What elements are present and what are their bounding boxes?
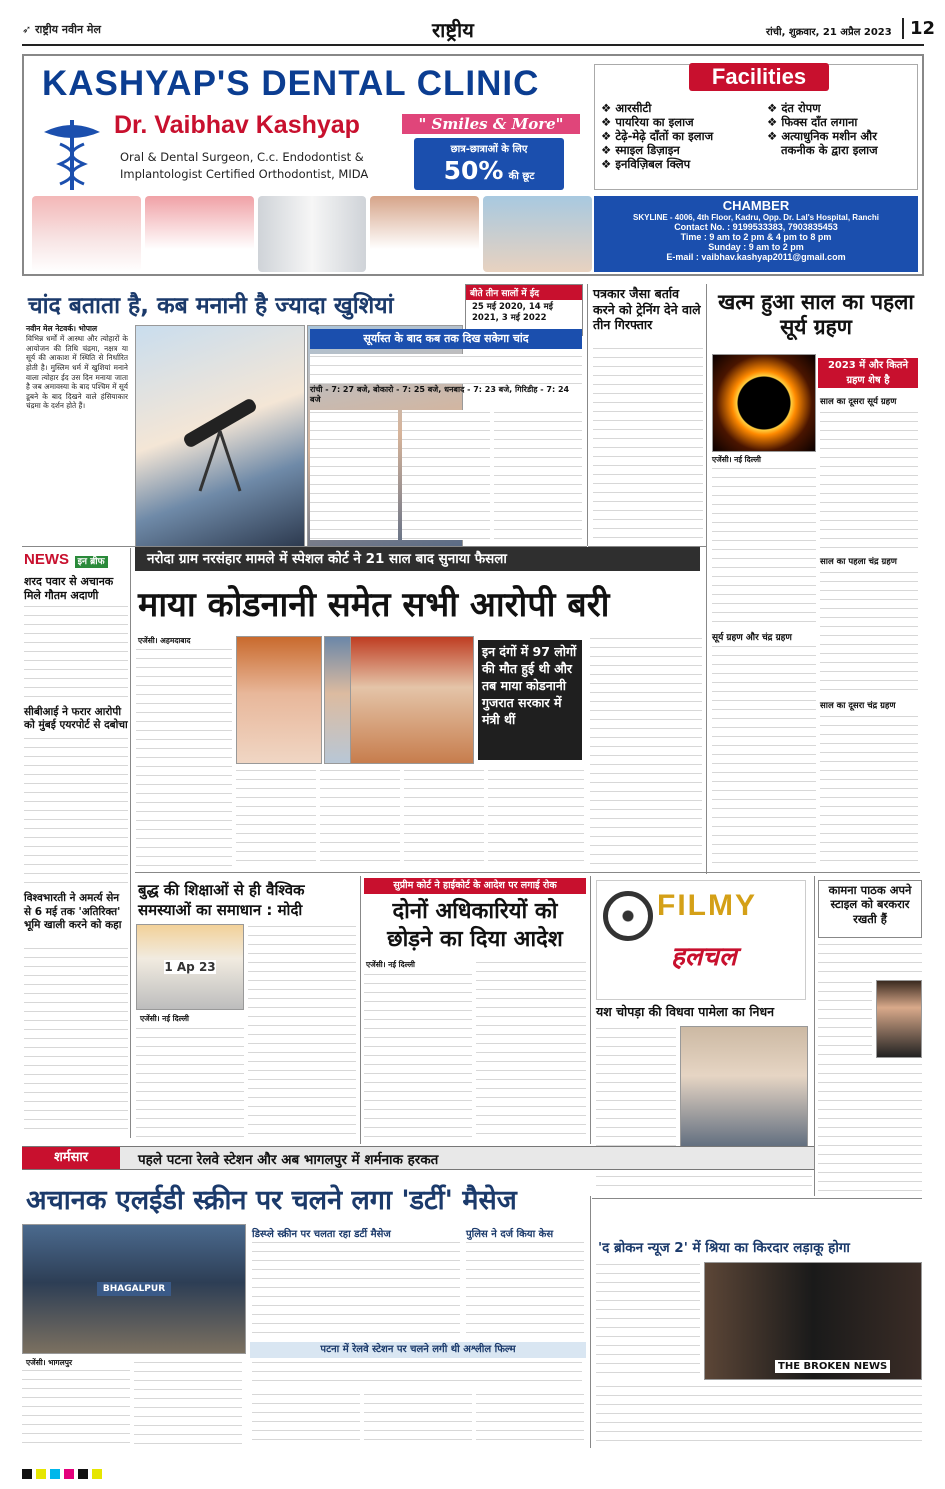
facility-item: ❖ आरसीटी	[601, 101, 652, 115]
broken-news-headline: 'द ब्रोकन न्यूज 2' में श्रिया का किरदार लड़ाकू होगा	[598, 1240, 850, 1256]
naroda-byline: एजेंसी। अहमदाबाद	[138, 636, 191, 645]
poster-title: THE BROKEN NEWS	[775, 1360, 890, 1373]
modi-photo	[136, 924, 244, 1010]
court-body-col1	[364, 972, 472, 1138]
patna-body-col1	[22, 1368, 130, 1446]
discount-badge	[414, 138, 564, 190]
dentures-photo	[32, 196, 141, 272]
pamela-photo	[680, 1026, 808, 1150]
eid-body-col3	[494, 410, 582, 540]
facility-item: ❖ पायरिया का इलाज	[601, 115, 694, 129]
newspaper-logo	[22, 22, 101, 37]
naroda-body-col1	[136, 647, 232, 867]
implant-photo	[258, 196, 367, 272]
broken-body-col	[596, 1262, 700, 1380]
shameful-tag: शर्मसार	[22, 1147, 120, 1169]
facility-item: तकनीक के द्वारा इलाज	[781, 143, 878, 157]
naroda-body-col5	[488, 768, 584, 868]
eid-body-col1	[310, 410, 398, 540]
eid-subheadline: सूर्यास्त के बाद कब तक दिख सकेगा चांद	[310, 329, 582, 349]
modi-headline-1: बुद्ध की शिक्षाओं से ही वैश्विक	[138, 881, 305, 899]
modi-body-col2	[248, 924, 356, 1138]
chamber-sunday: Sunday : 9 am to 2 pm	[708, 242, 804, 252]
facilities-title: Facilities	[689, 63, 829, 91]
eid-lead-text: विभिन्न धर्मों में आस्था और त्योहारों के आयोजन की तिथि चंद्रमा, नक्षत्र या सूर्य की आकाश में स्थिति से निर्धारित होती है। मुस्लिम धर्म में खुशियां मनाने वाला त्योहार ईद उस दिन मनाया जाता है जब अमावस्या के बाद पश्चिम में सूर्य डूबने के बाद दिखने वाले हंसियाकार चंद्रमा के दर्शन होते हैं।	[26, 334, 128, 411]
dental-images-strip	[32, 196, 592, 272]
patna-headline: अचानक एलईडी स्क्रीन पर चलने लगा 'डर्टी' मैसेज	[26, 1185, 517, 1216]
eid-headline: चांद बताता है, कब मनानी है ज्यादा खुशियां	[28, 293, 394, 319]
court-body-col2	[476, 960, 586, 1138]
caduceus-icon	[38, 114, 106, 192]
terror-headline: पत्रकार जैसा बर्ताव करने को ट्रेनिंग देने वाले तीन गिरफ्तार	[593, 286, 701, 333]
naroda-headline: माया कोडनानी समेत सभी आरोपी बरी	[138, 585, 610, 625]
naroda-pull-quote: इन दंगों में 97 लोगों की मौत हुई थी और तब माया कोडनानी गुजरात सरकार में मंत्री थीं	[478, 640, 582, 760]
patna-sub3-col3	[476, 1392, 584, 1446]
solar-box-second-sun: साल का दूसरा सूर्य ग्रहण	[820, 397, 897, 407]
solar-body1	[712, 466, 816, 626]
facility-item: ❖ इनविज़िबल क्लिप	[601, 157, 691, 171]
doctor-name: Dr. Vaibhav Kashyap	[114, 111, 360, 139]
solar-box1-text	[820, 410, 918, 552]
facility-item: ❖ दंत रोपण	[767, 101, 821, 115]
court-headline: दोनों अधिकारियों को छोड़ने का दिया आदेश	[387, 899, 563, 952]
eid-city-times: रांची - 7: 27 बजे, बोकारो - 7: 25 बजे, धनबाद - 7: 23 बजे, गिरिडीह - 7: 24 बजे	[310, 385, 570, 405]
eid-byline: नवीन मेल नेटवर्क। भोपाल	[26, 324, 98, 333]
modi-byline: एजेंसी। नई दिल्ली	[140, 1014, 189, 1023]
broken-news-poster	[704, 1262, 922, 1380]
patna-sub-3: पटना में रेलवे स्टेशन पर चलने लगी थी अश्लील फिल्म	[250, 1342, 586, 1358]
solar-body2	[712, 644, 816, 870]
in-brief-label: इन ब्रीफ	[75, 556, 108, 568]
court-kicker: सुप्रीम कोर्ट ने हाईकोर्ट के आदेश पर लगाई रोक	[364, 878, 586, 894]
patna-sub3-col1	[252, 1392, 360, 1446]
solar-headline: खत्म हुआ साल का पहला सूर्य ग्रहण	[718, 290, 914, 340]
naroda-body-col4	[404, 768, 484, 868]
section-title: राष्ट्रीय	[432, 18, 474, 42]
solar-box3-text	[820, 714, 918, 868]
accused-photo	[350, 636, 474, 764]
doctor-qualification-2: Implantologist Certified Orthodontist, MIDA	[120, 167, 369, 181]
kamna-headline: कामना पाठक अपने स्टाइल को बरकरार रखती हैं	[828, 883, 912, 926]
modi-headline-2: समस्याओं का समाधान : मोदी	[138, 901, 303, 919]
filmy-headline: यश चोपड़ा की विधवा पामेला का निधन	[596, 1004, 775, 1019]
terror-body	[593, 346, 703, 542]
offer-suffix: की छूट	[508, 171, 535, 182]
facilities-list-right	[767, 101, 878, 157]
news-label: NEWS	[24, 551, 69, 568]
patna-sub1-body	[252, 1240, 460, 1338]
chamber-address: SKYLINE - 4006, 4th Floor, Kadru, Opp. Dr. Lal's Hospital, Ranchi	[633, 213, 879, 222]
print-color-strip	[22, 1464, 924, 1476]
eid-telescope-photo	[135, 325, 305, 547]
halchal-logo-text: हलचल	[671, 942, 737, 972]
patna-sub-2: पुलिस ने दर्ज किया केस	[466, 1229, 554, 1240]
bird-icon: ➶	[22, 23, 32, 36]
modi-photo-text: 1 Ap 23	[164, 960, 216, 974]
filmy-body-col1	[596, 1026, 676, 1156]
naroda-body-col3	[320, 768, 400, 868]
offer-caption: छात्र-छात्राओं के लिए	[450, 144, 528, 155]
facility-item: ❖ स्माइल डिज़ाइन	[601, 143, 680, 157]
kodnani-photo-1	[236, 636, 322, 764]
solar-byline: एजेंसी। नई दिल्ली	[712, 455, 761, 464]
solar-box2-text	[820, 570, 918, 696]
clinic-name: KASHYAP'S DENTAL CLINIC	[42, 64, 540, 103]
smile-photo	[370, 196, 479, 272]
chamber-contact: Contact No. : 9199533383, 7903835453	[674, 222, 838, 232]
eid-body-col2	[402, 410, 490, 540]
patna-body-col2	[134, 1360, 242, 1446]
masthead	[22, 14, 936, 46]
chamber-timing: Time : 9 am to 2 pm & 4 pm to 8 pm	[680, 232, 832, 242]
eid-box-title: बीते तीन सालों में ईद	[466, 285, 582, 300]
filmy-logo-text: FILMY	[657, 889, 757, 922]
solar-eclipse-photo	[712, 354, 816, 452]
page-number: 12	[902, 18, 935, 39]
brief-item-body	[24, 604, 128, 704]
naroda-body-col6	[590, 636, 702, 868]
filmy-logo	[596, 880, 806, 1000]
doctor-qualification-1: Oral & Dental Surgeon, C.c. Endodontist &	[120, 150, 364, 164]
station-screen-photo	[22, 1224, 246, 1354]
facility-item: ❖ टेढ़े-मेढ़े दाँतों का इलाज	[601, 129, 714, 143]
naroda-kicker: नरोदा ग्राम नरसंहार मामले में स्पेशल कोर्ट ने 21 साल बाद सुनाया फैसला	[135, 547, 700, 571]
facility-item: ❖ फिक्स दाँत लगाना	[767, 115, 858, 129]
patna-sub2-body	[466, 1240, 584, 1338]
film-reel-icon	[603, 891, 653, 941]
solar-tag: 2023 में और कितने ग्रहण शेष है	[818, 358, 918, 388]
solar-box-first-moon: साल का पहला चंद्र ग्रहण	[820, 557, 897, 567]
facilities-box	[594, 64, 918, 190]
facilities-list-left	[601, 101, 713, 171]
kamna-photo	[876, 980, 922, 1058]
patna-sub3-col2	[364, 1392, 472, 1446]
station-sign-text: BHAGALPUR	[97, 1282, 171, 1296]
shameful-bar	[22, 1146, 814, 1170]
kamna-body-top	[818, 942, 922, 978]
patna-kicker: पहले पटना रेलवे स्टेशन और अब भागलपुर में शर्मनाक हरकत	[138, 1152, 439, 1168]
eid-body-top	[310, 354, 582, 384]
facility-item: ❖ अत्याधुनिक मशीन और	[767, 129, 877, 143]
brief-item-title: सीबीआई ने फरार आरोपी को मुंबई एयरपोर्ट से दबोचा	[24, 706, 128, 732]
broken-body-bottom	[596, 1384, 922, 1446]
teeth-photo	[145, 196, 254, 272]
brief-item-body	[24, 736, 128, 888]
kamna-body-bottom	[818, 1062, 922, 1194]
court-byline: एजेंसी। नई दिल्ली	[366, 960, 415, 969]
eid-box-text: 25 मई 2020, 14 मई 2021, 3 मई 2022	[472, 302, 553, 324]
tagline: " Smiles & More"	[402, 114, 580, 134]
issue-date: रांची, शुक्रवार, 21 अप्रैल 2023	[766, 27, 892, 38]
dental-clinic-ad	[22, 54, 924, 276]
chamber-email: E-mail : vaibhav.kashyap2011@gmail.com	[666, 252, 846, 262]
chamber-box	[594, 196, 918, 272]
solar-box-second-moon: साल का दूसरा चंद्र ग्रहण	[820, 701, 896, 711]
kamna-body-col	[818, 980, 872, 1060]
patna-byline: एजेंसी। भागलपुर	[26, 1358, 73, 1367]
checkup-photo	[483, 196, 592, 272]
chamber-title: CHAMBER	[722, 198, 790, 213]
kamna-headline-box	[818, 880, 922, 938]
brief-item-title: विश्वभारती ने अमर्त्य सेन से 6 मई तक 'अतिरिक्त' भूमि खाली करने को कहा	[24, 892, 122, 932]
offer-percent: 50%	[443, 156, 504, 185]
patna-sub3-body1	[252, 1360, 582, 1388]
patna-sub-1: डिस्प्ले स्क्रीन पर चलता रहा डर्टी मैसेज	[252, 1229, 391, 1240]
modi-body-col1	[136, 1026, 244, 1138]
naroda-body-col2	[236, 768, 316, 868]
brief-item-body	[24, 946, 128, 1136]
brief-item-title: शरद पवार से अचानक मिले गौतम अदाणी	[24, 575, 114, 602]
news-brief-label	[24, 549, 124, 569]
solar-subhead: सूर्य ग्रहण और चंद्र ग्रहण	[712, 633, 792, 643]
paper-name: राष्ट्रीय नवीन मेल	[35, 23, 101, 36]
